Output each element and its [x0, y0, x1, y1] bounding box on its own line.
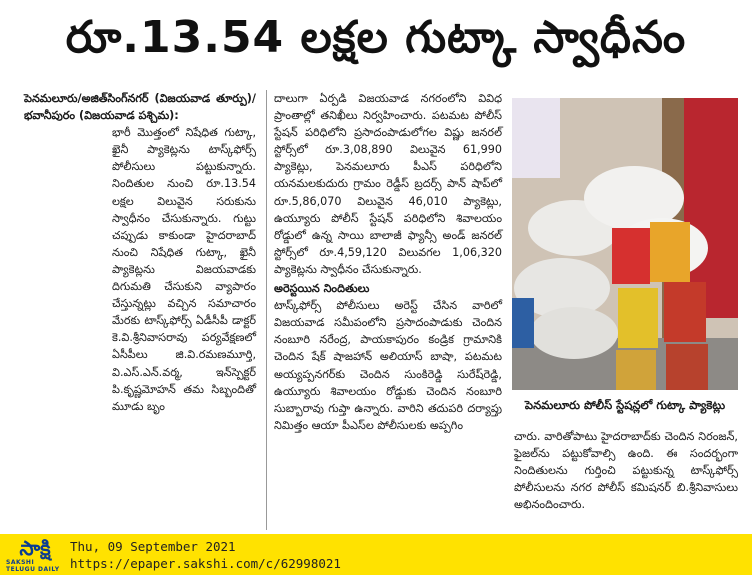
footer-meta: [70, 538, 341, 572]
subheading: అరెస్టయిన నిందితులు: [274, 282, 370, 296]
footer-bar: [0, 534, 752, 575]
article-column-3: [514, 428, 738, 513]
article-column-2: [274, 90, 502, 434]
dateline: పెనమలూరు/అజిత్‌సింగ్‌నగర్ (విజయవాడ తూర్పు)/ భవానీపురం (విజయవాడ పశ్చిమ):: [24, 92, 256, 123]
photo-caption: పెనమలూరు పోలీస్ స్టేషన్లలో గుట్కా ప్యాకెట్లు: [524, 398, 726, 412]
headline: రూ.13.54 లక్షల గుట్కా స్వాధీనం: [65, 12, 687, 63]
article-body-3: చారు. వారితోపాటు హైదరాబాద్‌కు చెందిన నిరంజన్, ఫైజల్‌ను పట్టుకోవాల్సి ఉంది. ఈ సందర్భంగా నిందితులను గుర్తించి పట్టుకున్న టాస్క్‌ఫోర్స్ పోలీసులను నగర పోలీస్ కమిషనర్ బి.శ్రీనివాసులు అభినందించారు.: [514, 430, 738, 512]
epaper-url[interactable]: https://epaper.sakshi.com/c/62998021: [70, 555, 341, 571]
article-body-2b: టాస్క్‌ఫోర్స్ పోలీసులు అరెస్ట్ చేసిన వారిలో విజయవాడ సమీపంలోని ప్రసాదంపాడుకు చెందిన నంబూరి నరేంద్ర, పాయకాపురం కండ్రిక గ్రామానికి చెందిన షేక్ షాజహాన్ అలియాస్ బాషా, పటమట అయ్యప్పనగర్‌కు చెందిన సుంకిరెడ్డి సురేష్‌రెడ్డి, ఉయ్యూరు శివాలయం రోడ్డుకు చెందిన నంబూరి సుబ్బారావు గుప్తా ఉన్నారు. వారిని తదుపరి దర్యాప్తు నిమిత్తం ఆయా పీఎస్‌ల పోలీసులకు అప్పగిం: [274, 299, 502, 432]
seized-gutka-photo: [512, 98, 738, 390]
sakshi-logo: సాక్షి SAKSHI TELUGU DAILY: [6, 535, 60, 573]
article-body-1: భారీ మొత్తంలో నిషేధిత గుట్కా, ఖైనీ ప్యాకెట్లను టాస్క్‌ఫోర్స్ పోలీసులు పట్టుకున్నారు. నిందితుల నుంచి రూ.13.54 లక్షల విలువైన సరుకును స్వాధీనం చేసుకున్నారు. గుట్టు చప్పుడు కాకుండా హైదరాబాద్ నుంచి నిషేధిత గుట్కా, ఖైనీ ప్యాకెట్లను విజయవాడకు దిగుమతి చేసుకుని వ్యాపారం చేస్తున్నట్లు వచ్చిన సమాచారం మేరకు టాస్క్‌ఫోర్స్ ఏడీసీపీ డాక్టర్ కె.వి.శ్రీనివాసరావు పర్యవేక్షణలో ఏసీపీలు జి.వి.రమణమూర్తి, వి.ఎస్.ఎన్.వర్మ, ఇన్‌స్పెక్టర్ పి.కృష్ణమోహన్ తమ సిబ్బందితో మూడు బృం: [112, 126, 256, 413]
column-divider: [266, 90, 267, 530]
article-body-2a: దాలుగా ఏర్పడి విజయవాడ నగరంలోని వివిధ ప్రాంతాల్లో తనిఖీలు నిర్వహించారు. పటమట పోలీస్ స్టేషన్ పరిధిలోని ప్రసాదంపాడులోగల విష్ణు జనరల్ స్టోర్స్‌లో రూ.3,08,890 విలువైన 61,990 ప్యాకెట్లు, పెనమలూరు పీఎస్ పరిధిలోని యనమలకుదురు గ్రామం రెడ్డీస్ బ్రదర్స్ పాన్ షాప్‌లో రూ.5,86,070 విలువైన 46,010 ప్యాకెట్లు, ఉయ్యూరు పోలీస్ స్టేషన్ పరిధిలోని శివాలయం రోడ్డులో ఉన్న సాయి బాలాజీ ఫ్యాన్సీ అండ్ జనరల్ స్టోర్స్‌లో రూ.4,59,120 విలువగల 1,06,320 ప్యాకెట్లను స్వాధీనం చేసుకున్నారు.: [274, 92, 502, 276]
publish-date: Thu, 09 September 2021: [70, 538, 236, 554]
article-column-1: [24, 90, 256, 415]
